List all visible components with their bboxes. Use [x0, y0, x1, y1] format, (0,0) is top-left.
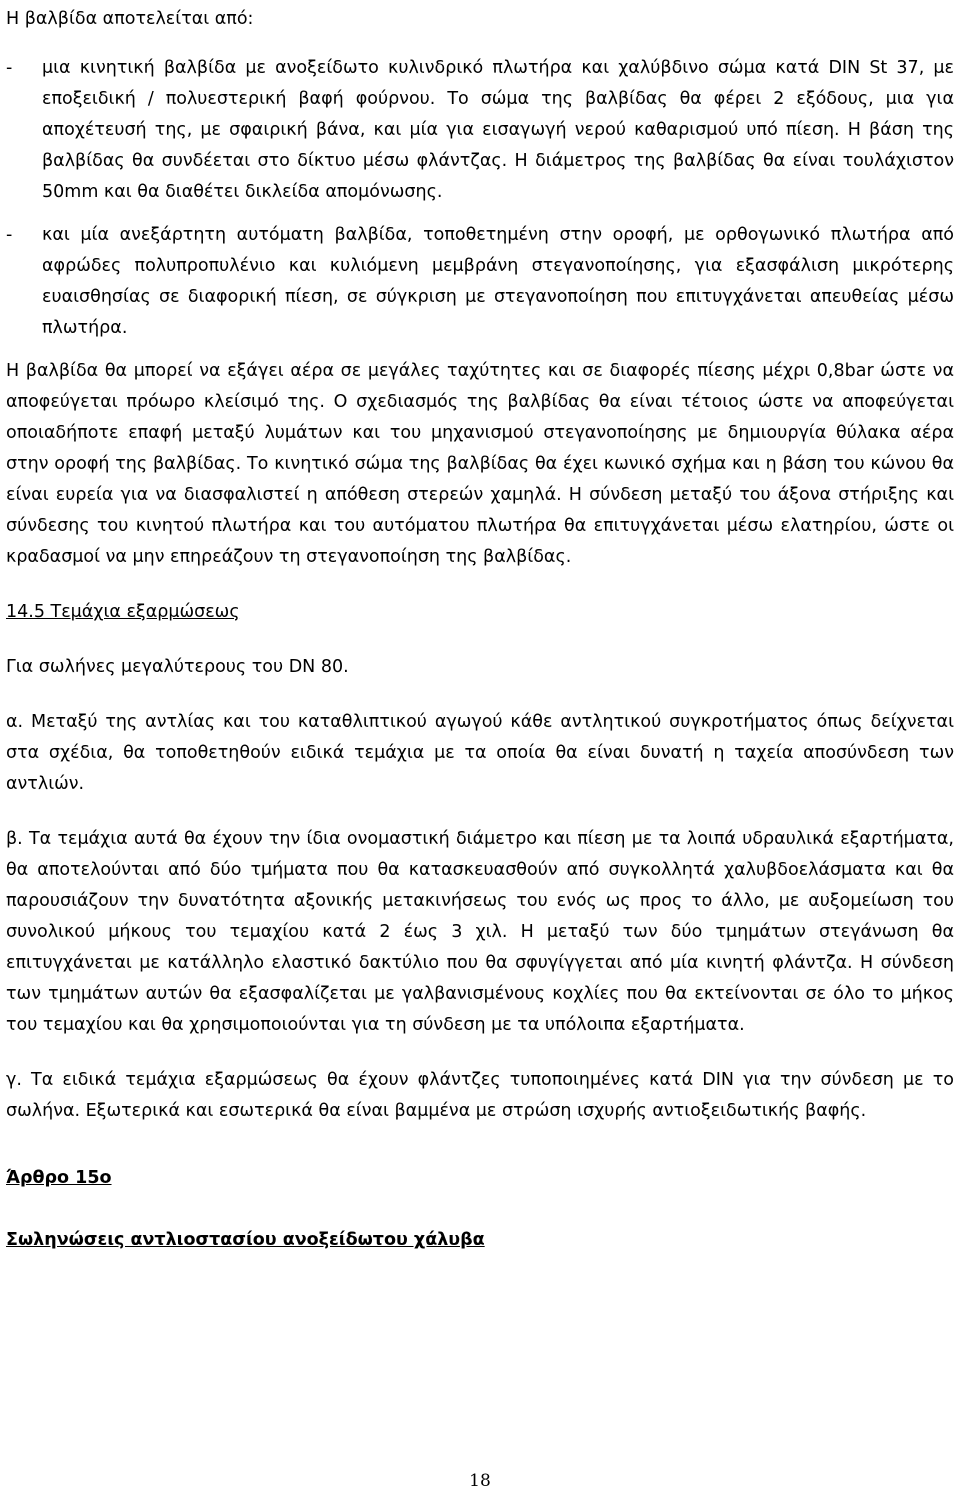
- paragraph-item-c: γ. Τα ειδικά τεμάχια εξαρμώσεως θα έχουν φλάντζες τυποποιημένες κατά DIN για την σύνδεση με το σωλήνα. Εξωτερικά και εσωτερικά θα είναι βαμμένα με στρώση ισχυρής αντιοξειδωτικής βαφής.: [6, 1070, 954, 1121]
- section-heading: 14.5 Τεμάχια εξαρμώσεως: [6, 602, 240, 622]
- paragraph-item-b: β. Τα τεμάχια αυτά θα έχουν την ίδια ονομαστική διάμετρο και πίεση με τα λοιπά υδραυλικά εξαρτήματα, θα αποτελούνται από δύο τμήματα που θα κατασκευασθούν από συγκολλητά χαλυβδοελάσματα και θα παρουσιάζουν την δυνατότητα αξονικής μετακινήσεως του ενός ως προς το άλλο, με αυξομείωση του συνολικού μήκους του τεμαχίου κατά 2 έως 3 χιλ. Η μεταξύ των δύο τμημάτων στεγάνωση θα επιτυγχάνεται με κατάλληλο ελαστικό δακτύλιο που θα σφυγίγγεται από μία κινητή φλάντζα. Η σύνδεση των τμημάτων αυτών θα εξασφαλίζεται με γαλβανισμένους κοχλίες που θα εκτείνονται σε όλο το μήκος του τεμαχίου και θα χρησιμοποιούνται για τη σύνδεση με τα υπόλοιπα εξαρτήματα.: [6, 829, 954, 1035]
- body-paragraph: Η βαλβίδα θα μπορεί να εξάγει αέρα σε μεγάλες ταχύτητες και σε διαφορές πίεσης μέχρι 0,8bar ώστε να αποφεύγεται πρόωρο κλείσιμό της. Ο σχεδιασμός της βαλβίδας θα είναι τέτοιος ώστε να αποφεύγεται οποιαδήποτε επαφή μεταξύ λυμάτων και του μηχανισμού στεγανοποίησης με δημιουργία θύλακα αέρα στην οροφή της βαλβίδας. Το κινητικό σώμα της βαλβίδας θα έχει κωνικό σχήμα και η βάση του κώνου θα είναι ευρεία για να διασφαλιστεί η απόθεση στερεών χαμηλά. Η σύνδεση μεταξύ του άξονα στήριξης και σύνδεσης του κινητού πλωτήρα και του αυτόματου πλωτήρα θα επιτυγχάνεται μέσω ελατηρίου, ώστε οι κραδασμοί να μην επηρεάζουν τη στεγανοποίηση της βαλβίδας.: [6, 361, 954, 567]
- section-note: Για σωλήνες μεγαλύτερους του DN 80.: [6, 657, 349, 677]
- list-bullet-dash: -: [6, 225, 13, 245]
- page-number: 18: [469, 1471, 491, 1491]
- intro-line: Η βαλβίδα αποτελείται από:: [6, 9, 254, 29]
- list-bullet-dash: -: [6, 58, 13, 78]
- document-page: [6, 0, 954, 1256]
- paragraph-item-a: α. Μεταξύ της αντλίας και του καταθλιπτικού αγωγού κάθε αντλητικού συγκροτήματος όπως δείχνεται στα σχέδια, θα τοποθετηθούν ειδικά τεμάχια με τα οποία θα είναι δυνατή η ταχεία αποσύνδεση των αντλιών.: [6, 712, 954, 794]
- list-item: [6, 220, 954, 344]
- article-title: Σωληνώσεις αντλιοστασίου ανοξείδωτου χάλυβα: [6, 1230, 485, 1250]
- list-item-text: και μία ανεξάρτητη αυτόματη βαλβίδα, τοποθετημένη στην οροφή, με ορθογωνικό πλωτήρα από αφρώδες πολυπροπυλένιο και κυλιόμενη μεμβράνη στεγανοποίησης, για εξασφάλιση μικρότερης ευαισθησίας σε διαφορική πίεση, σε σύγκριση με στεγανοποίηση που επιτυγχάνεται απευθείας μέσω πλωτήρα.: [42, 225, 954, 338]
- list-item-text: μια κινητική βαλβίδα με ανοξείδωτο κυλινδρικό πλωτήρα και χαλύβδινο σώμα κατά DIN St 37, με εποξειδική / πολυεστερική βαφή φούρνου. Το σώμα της βαλβίδας θα φέρει 2 εξόδους, μια για αποχέτευσή της, με σφαιρική βάνα, και μία για εισαγωγή νερού καθαρισμού υπό πίεση. Η βάση της βαλβίδας θα συνδέεται στο δίκτυο μέσω φλάντζας. Η διάμετρος της βαλβίδας θα είναι τουλάχιστον 50mm και θα διαθέτει δικλείδα απομόνωσης.: [42, 58, 954, 202]
- article-heading: Άρθρο 15ο: [6, 1168, 112, 1188]
- list-item: [6, 53, 954, 208]
